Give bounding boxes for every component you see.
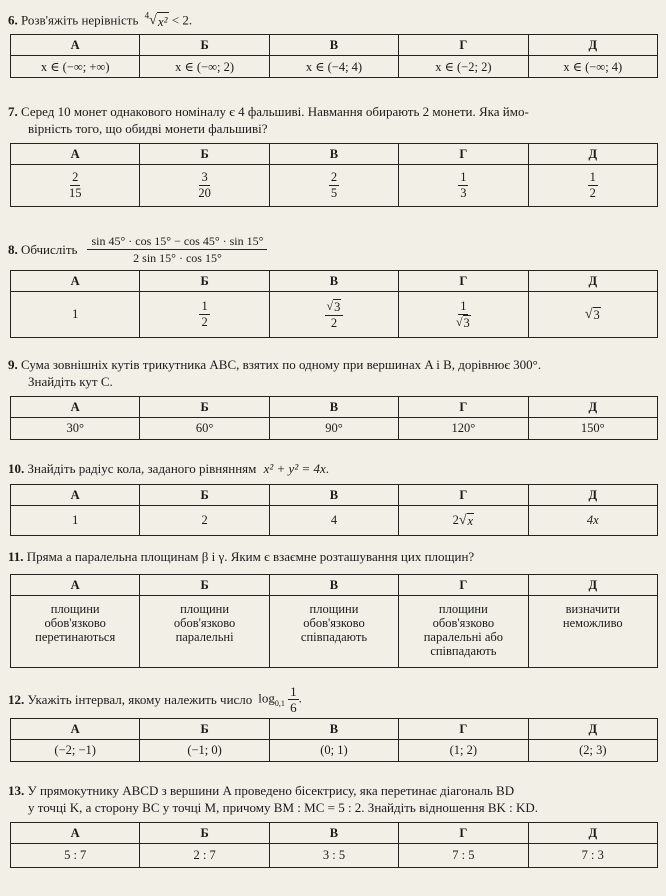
answer-header-row: А Б В Г Д (11, 397, 658, 418)
question-9 (8, 356, 658, 440)
option-a[interactable]: 5 : 7 (11, 844, 140, 868)
answer-table-11 (10, 574, 658, 668)
question-7 (8, 103, 658, 207)
option-d[interactable]: 120° (399, 418, 528, 440)
question-10 (8, 460, 658, 536)
option-e[interactable]: визначити неможливо (528, 596, 657, 668)
option-c[interactable]: $\frac{2}{5}$ (269, 165, 398, 207)
option-e[interactable]: (2; 3) (528, 740, 657, 762)
answer-table-10 (10, 484, 658, 536)
answer-table-12 (10, 718, 658, 762)
option-c[interactable]: x ∈ (−4; 4) (269, 56, 398, 78)
answer-table-9 (10, 396, 658, 440)
option-d[interactable]: (1; 2) (399, 740, 528, 762)
option-d[interactable]: x ∈ (−2; 2) (399, 56, 528, 78)
answer-options-row (11, 165, 658, 207)
question-8-text: 8. Обчисліть sin 45° · cos 15° − cos 45° · sin 15° 2 sin 15° · cos 15° (8, 228, 658, 270)
option-e[interactable]: √ 3 (528, 292, 657, 338)
answer-options-row (11, 418, 658, 440)
question-13 (8, 782, 658, 868)
option-d[interactable]: площини обов'язково паралельні або співпадають (399, 596, 528, 668)
option-a[interactable]: 30° (11, 418, 140, 440)
question-9-text: 9. Сума зовнішніх кутів трикутника ABC, взятих по одному при вершинах A і B, дорівнює 300°. Знайдіть кут C. (8, 357, 542, 389)
answer-header-row: А Б В Г Д (11, 823, 658, 844)
log-expression: $\log_{0,1}$ $\frac{1}{6}$ . (258, 683, 302, 715)
option-b[interactable]: площини обов'язково паралельні (140, 596, 269, 668)
question-6 (8, 8, 658, 78)
answer-options-row (11, 596, 658, 668)
option-d[interactable]: 1 √ 3 (399, 292, 528, 338)
answer-options-row (11, 740, 658, 762)
answer-options-row (11, 56, 658, 78)
option-e[interactable]: x ∈ (−∞; 4) (528, 56, 657, 78)
answer-options-row (11, 292, 658, 338)
option-e[interactable]: $\frac{1}{2}$ (528, 165, 657, 207)
option-a[interactable]: 1 (11, 506, 140, 536)
option-d[interactable]: $\frac{1}{3}$ (399, 165, 528, 207)
root-expression: $^4$ √ x² (144, 11, 168, 30)
question-11-text: 11. Пряма a паралельна площинам β і γ. Яким є взаємне розташування цих площин? (8, 549, 475, 564)
option-d[interactable]: 7 : 5 (399, 844, 528, 868)
option-b[interactable]: 2 : 7 (140, 844, 269, 868)
fraction-expression: sin 45° · cos 15° − cos 45° · sin 15° 2 sin 15° · cos 15° (87, 233, 267, 266)
option-b[interactable]: (−1; 0) (140, 740, 269, 762)
question-12-text: 12. Укажіть інтервал, якому належить число $\log_{0,1}$ $\frac{1}{6}$ . (8, 683, 302, 715)
option-a[interactable]: $\frac{2}{15}$ (11, 165, 140, 207)
option-a[interactable]: площини обов'язково перетинаються (11, 596, 140, 668)
answer-header-row: А Б В Г Д (11, 575, 658, 596)
question-11 (8, 548, 658, 668)
answer-header-row: А Б В Г Д (11, 144, 658, 165)
option-d[interactable]: 2 √ x (399, 506, 528, 536)
answer-header-row: А Б В Г Д (11, 271, 658, 292)
answer-options-row (11, 844, 658, 868)
option-b[interactable]: x ∈ (−∞; 2) (140, 56, 269, 78)
option-c[interactable]: 90° (269, 418, 398, 440)
answer-header-row: А Б В Г Д (11, 719, 658, 740)
question-10-text: 10. Знайдіть радіус кола, заданого рівнянням x² + y² = 4x. (8, 461, 330, 476)
option-e[interactable]: 150° (528, 418, 657, 440)
question-12 (8, 680, 658, 762)
option-c[interactable]: 4 (269, 506, 398, 536)
answer-table-7 (10, 143, 658, 207)
option-b[interactable]: 2 (140, 506, 269, 536)
answer-table-13 (10, 822, 658, 868)
option-c[interactable]: (0; 1) (269, 740, 398, 762)
option-b[interactable]: $\frac{3}{20}$ (140, 165, 269, 207)
answer-header-row: А Б В Г Д (11, 485, 658, 506)
option-c[interactable]: 3 : 5 (269, 844, 398, 868)
option-e[interactable]: 7 : 3 (528, 844, 657, 868)
option-c[interactable]: √ 3 2 (269, 292, 398, 338)
option-b[interactable]: 60° (140, 418, 269, 440)
question-6-text: 6. Розв'яжіть нерівність $^4$ √ x² < 2. (8, 11, 193, 30)
answer-table-8 (10, 270, 658, 338)
question-8 (8, 228, 658, 338)
option-b[interactable]: $\frac{1}{2}$ (140, 292, 269, 338)
question-13-text: 13. У прямокутнику ABCD з вершини A проведено бісектрису, яка перетинає діагональ BD у точці K, а сторону BC у точці M, причому BM : MC = 5 : 2. Знайдіть відношення BK : KD. (8, 783, 539, 815)
option-a[interactable]: 1 (11, 292, 140, 338)
question-7-text: 7. Серед 10 монет однакового номіналу є 4 фальшиві. Навмання обирають 2 монети. Яка ймо- вірність того, що обидві монети фальшиві? (8, 104, 529, 136)
answer-table-6 (10, 34, 658, 78)
option-c[interactable]: площини обов'язково співпадають (269, 596, 398, 668)
answer-options-row (11, 506, 658, 536)
option-a[interactable]: x ∈ (−∞; +∞) (11, 56, 140, 78)
option-a[interactable]: (−2; −1) (11, 740, 140, 762)
answer-header-row: А Б В Г Д (11, 35, 658, 56)
option-e[interactable]: 4x (528, 506, 657, 536)
